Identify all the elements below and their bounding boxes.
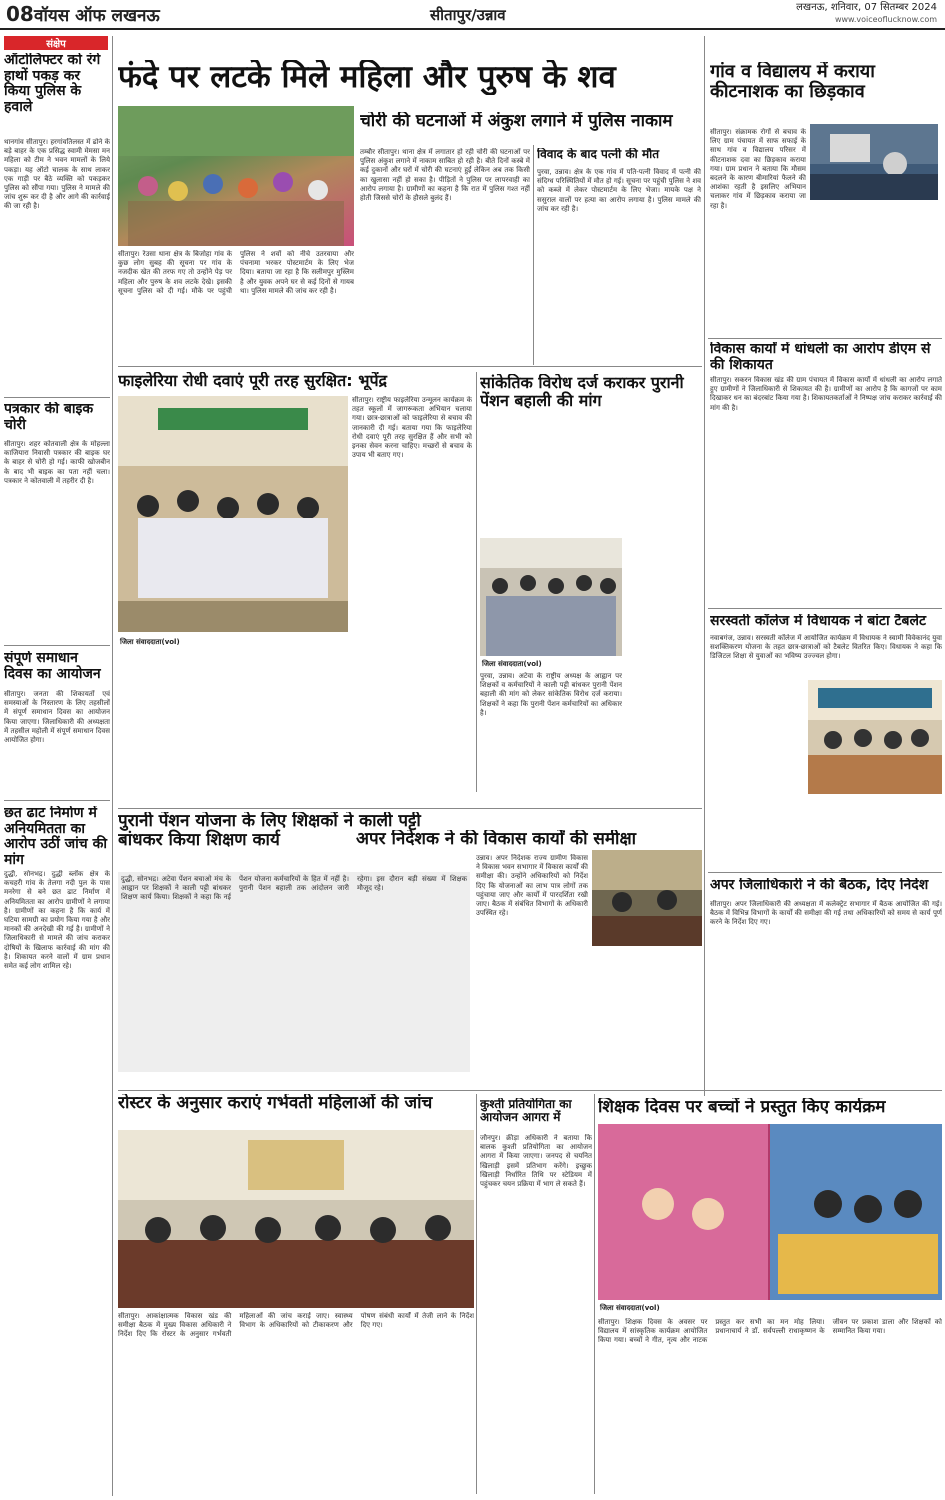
students-graphic — [118, 396, 348, 632]
pesticide-headline: गांव व विद्यालय में कराया कीटनाशक का छिड़काव — [710, 62, 875, 103]
divider — [708, 872, 942, 873]
brief1-body: थानगांव सीतापुर। हरगांवतिलस्त में ढोने के बड़े बाहर के एक प्रसिद्ध स्वामी मेमसा मन महिला को टीम ने भवन मामलों के लिये पकड़ा। यह ऑटो चालक के साथ लाकर एक गाड़ी पर बैठे व्यक्ति को पकड़कर पुलिस को सौंपा गया। पुलिस ने मामले की जांच शुरू कर दी है और आगे की कार्रवाई की जा रही है। — [4, 138, 110, 211]
divider — [4, 800, 110, 801]
crowd-graphic — [118, 106, 354, 246]
roster-headline: रोस्टर के अनुसार कराएं गर्भवती महिलाओं की जांच — [118, 1094, 433, 1113]
fraud-body: सीतापुर। सकरन विकास खंड की ग्राम पंचायत में विकास कार्यों में धांधली का आरोप लगाते हुए ग्रामीणों ने जिलाधिकारी से शिकायत की है। ग्रामीणों का आरोप है कि कागजों पर काम दिखाकर धन का बंदरबांट किया गया है। शिकायतकर्ताओं ने निष्पक्ष जांच कराकर कार्रवाई की मांग की है। — [710, 376, 942, 412]
page-number: 08 — [6, 2, 34, 26]
dateline — [796, 2, 937, 26]
meeting-headline: अपर जिलाधिकारी ने की बैठक, दिए निर्देश — [710, 878, 929, 893]
roster-body: सीतापुर। आकांक्षात्मक विकास खंड की समीक्षा बैठक में मुख्य विकास अधिकारी ने निर्देश दिए कि रोस्टर के अनुसार गर्भवती महिलाओं की जांच कराई जाए। स्वास्थ्य विभाग के अधिकारियों को टीकाकरण और पोषण संबंधी कार्यों में तेजी लाने के निर्देश दिए गए। — [118, 1312, 474, 1339]
meeting-body: सीतापुर। अपर जिलाधिकारी की अध्यक्षता में कलेक्ट्रेट सभागार में बैठक आयोजित की गई। बैठक में विभिन्न विभागों के कार्यों की समीक्षा की गई तथा अधिकारियों को समय से कार्य पूर्ण करने के निर्देश दिए गए। — [710, 900, 942, 927]
filaria-body-side: सीतापुर। राष्ट्रीय फाइलेरिया उन्मूलन कार्यक्रम के तहत स्कूलों में जागरूकता अभियान चलाया गया। छात्र-छात्राओं को फाइलेरिया से बचाव की जानकारी दी गई। बताया गया कि फाइलेरिया रोधी दवाएं पूरी तरह सुरक्षित हैं और सभी को इनका सेवन करना चाहिए। मच्छरों से बचाव के उपाय भी बताए गए। — [352, 396, 472, 460]
pension-body: पुरवा, उन्नाव। अटेवा के राष्ट्रीय अध्यक्ष के आह्वान पर शिक्षकों व कर्मचारियों ने काली पट्टी बांधकर पुरानी पेंशन बहाली की मांग को लेकर सांकेतिक विरोध दर्ज कराया। शिक्षकों ने कहा कि पुरानी पेंशन कर्मचारियों का अधिकार है। — [480, 672, 622, 717]
brief2-headline: पत्रकार की बाइक चोरी — [4, 402, 94, 433]
col-divider — [533, 145, 534, 365]
lead-headline: फंदे पर लटके मिले महिला और पुरुष के शव — [118, 60, 616, 95]
brief2-body: सीतापुर। शहर कोतवाली क्षेत्र के मोहल्ला काजियारा निवासी पत्रकार की बाइक घर के बाहर से चोरी हो गई। काफी खोजबीन के बाद भी बाइक का पता नहीं चला। पत्रकार ने कोतवाली में तहरीर दी है। — [4, 440, 110, 485]
tablet-headline: सरस्वती कॉलेज में विधायक ने बांटा टैबलेट — [710, 614, 927, 629]
conference-graphic — [118, 1130, 474, 1308]
col-divider — [112, 36, 113, 1496]
kushti-body: जौनपुर। क्रीड़ा अधिकारी ने बताया कि बालक कुश्ती प्रतियोगिता का आयोजन आगरा में किया जाएगा। जनपद से चयनित खिलाड़ी इसमें प्रतिभाग करेंगे। इच्छुक खिलाड़ी निर्धारित तिथि पर स्टेडियम में पहुंचकर चयन प्रक्रिया में भाग ले सकते हैं। — [480, 1134, 592, 1189]
brief3-headline: संपूर्ण समाधान दिवस का आयोजन — [4, 651, 101, 682]
col-divider — [476, 372, 477, 792]
stage-performance-graphic — [598, 1124, 942, 1300]
review-headline: अपर निदेशक ने की विकास कार्यों की समीक्षा — [356, 830, 637, 849]
col-divider — [476, 1094, 477, 1494]
teachersday-headline: शिक्षक दिवस पर बच्चों ने प्रस्तुत किए कार्यक्रम — [598, 1098, 886, 1117]
teachersday-body: सीतापुर। शिक्षक दिवस के अवसर पर विद्यालय में सांस्कृतिक कार्यक्रम आयोजित किया गया। बच्चों ने गीत, नृत्य और नाटक प्रस्तुत कर सभी का मन मोह लिया। प्रधानाचार्य ने डॉ. सर्वपल्ली राधाकृष्णन के जीवन पर प्रकाश डाला और शिक्षकों को सम्मानित किया गया। — [598, 1318, 942, 1345]
paper-name: वॉयस ऑफ लखनऊ — [34, 6, 160, 26]
website-link[interactable]: www.voiceoflucknow.com — [834, 15, 937, 24]
teachers-body: दुद्धी, सोनभद्र। अटेवा पेंशन बचाओ मंच के आह्वान पर शिक्षकों ने काली पट्टी बांधकर शिक्षण कार्य किया। शिक्षकों ने कहा कि नई पेंशन योजना कर्मचारियों के हित में नहीं है। पुरानी पेंशन बहाली तक आंदोलन जारी रहेगा। इस दौरान बड़ी संख्या में शिक्षक मौजूद रहे। — [118, 872, 470, 1072]
teachersday-caption: जिला संवाददाता(vol) — [600, 1304, 660, 1312]
protest-graphic — [480, 538, 622, 656]
divider — [708, 338, 942, 339]
brief4-headline: छत ढाट निर्माण में अनियमितता का आरोप उठीं जांच की मांग — [4, 806, 107, 869]
lead-photo — [118, 106, 354, 246]
police-headline: चोरी की घटनाओं में अंकुश लगाने में पुलिस नाकाम — [360, 112, 673, 131]
pesticide-body-cont — [710, 266, 940, 334]
tablet-photo — [808, 680, 942, 794]
brief3-body: सीतापुर। जनता की शिकायतों एवं समस्याओं के निस्तारण के लिए तहसीलों में संपूर्ण समाधान दिवस का आयोजन किया जाएगा। जिलाधिकारी की अध्यक्षता में तहसील महोली में संपूर्ण समाधान दिवस आयोजित होगा। — [4, 690, 110, 745]
teachersday-photo — [598, 1124, 942, 1300]
brief4-body: दुद्धी, सोनभद्र। दुद्धी ब्लॉक क्षेत्र के कचहरी गांव के तेलगा नदी पुल के पास मनरेगा से बने छत ढाट निर्माण में अनियमितता का आरोप ग्रामीणों ने लगाया है। ग्रामीणों का कहना है कि कार्य में घटिया सामग्री का प्रयोग किया गया है और मानकों की अनदेखी की गई है। ग्रामीणों ने जिलाधिकारी से मामले की जांच कराकर दोषियों के खिलाफ कार्रवाई की मांग की है। शिकायत करने वालों में ग्राम प्रधान समेत कई लोग शामिल रहे। — [4, 870, 110, 971]
classroom-graphic — [810, 124, 938, 200]
pension-photo — [480, 538, 622, 656]
pesticide-photo — [810, 124, 938, 200]
filaria-caption: जिला संवाददाता(vol) — [120, 638, 180, 646]
dispute-body: पुरवा, उन्नाव। क्षेत्र के एक गांव में पति-पत्नी विवाद में पत्नी की संदिग्ध परिस्थितियों में मौत हो गई। सूचना पर पहुंची पुलिस ने शव को कब्जे में लेकर पोस्टमार्टम के लिए भेजा। मायके पक्ष ने ससुराल वालों पर हत्या का आरोप लगाया है। पुलिस मामले की जांच कर रही है। — [537, 168, 701, 213]
col-divider — [594, 1094, 595, 1494]
pension-body-side — [626, 654, 702, 792]
meeting-graphic — [592, 850, 702, 946]
brief1-headline: ऑटोलिफ्टर को रंगे हाथों पकड़ कर किया पुलिस के हवाले — [4, 53, 101, 116]
divider — [4, 397, 110, 398]
pension-caption: जिला संवाददाता(vol) — [482, 660, 542, 668]
col-divider — [704, 36, 705, 1096]
filaria-photo — [118, 396, 348, 632]
filaria-headline: फाइलेरिया रोधी दवाएं पूरी तरह सुरक्षित: भूपेंद्र — [118, 372, 388, 390]
tablet-body-side — [710, 680, 804, 870]
pesticide-body: सीतापुर। संक्रामक रोगों से बचाव के लिए ग्राम पंचायत में साफ सफाई के साथ गांव व विद्यालय परिसर में कीटनाशक दवा का छिड़काव कराया गया। ग्राम प्रधान ने बताया कि मौसम बदलने के कारण बीमारियां फैलने की आशंका रहती है इसलिए अभियान चलाकर गांव में छिड़काव कराया जा रहा है। — [710, 128, 806, 210]
section-name: सीतापुर/उन्नाव — [430, 6, 506, 24]
kushti-headline: कुश्ती प्रतियोगिता का आयोजन आगरा में — [480, 1098, 572, 1125]
brief-label: संक्षेप — [4, 36, 108, 50]
lead-body: सीतापुर। रेउसा थाना क्षेत्र के बिजोहा गांव के कुछ लोग सुबह की सूचना पर गांव के नजदीक खेत की तरफ गए तो उन्होंने पेड़ पर महिला और पुरुष के शव लटके देखे। इसकी सूचना पुलिस को दी गई। मौके पर पहुंची पुलिस ने शवों को नीचे उतरवाया और पंचनामा भरकर पोस्टमार्टम के लिए भेज दिया। बताया जा रहा है कि सलीमपुर मुस्लिम है और युवक अपने घर से कई दिनों से गायब था। पुलिस मामले की जांच कर रही है। — [118, 250, 354, 295]
police-body: तम्बौर सीतापुर। थाना क्षेत्र में लगातार हो रही चोरी की घटनाओं पर पुलिस अंकुश लगाने में नाकाम साबित हो रही है। बीते दिनों कस्बे में कई दुकानों और घरों में चोरी की घटनाएं हुईं लेकिन अब तक किसी का खुलासा नहीं हो सका है। पीड़ितों ने पुलिस पर लापरवाही का आरोप लगाया है। ग्रामीणों का कहना है कि रात में पुलिस गश्त नहीं होती जिससे चोरों के हौसले बुलंद हैं। — [360, 148, 530, 203]
roster-photo — [118, 1130, 474, 1308]
dispute-headline: विवाद के बाद पत्नी की मौत — [537, 148, 660, 161]
teachers-headline: पुरानी पेंशन योजना के लिए शिक्षकों ने काली पट्टी बांधकर किया शिक्षण कार्य — [118, 812, 421, 851]
filaria-body — [118, 654, 472, 804]
pension-headline: सांकेतिक विरोध दर्ज कराकर पुरानी पेंशन बहाली की मांग — [480, 374, 684, 410]
divider — [118, 366, 702, 367]
date-text: लखनऊ, शनिवार, 07 सितम्बर 2024 — [796, 2, 937, 13]
divider — [708, 608, 942, 609]
review-photo — [592, 850, 702, 946]
review-body: उन्नाव। अपर निदेशक राज्य ग्रामीण विकास ने विकास भवन सभागार में विकास कार्यों की समीक्षा की। उन्होंने अधिकारियों को निर्देश दिए कि योजनाओं का लाभ पात्र लोगों तक पहुंचाया जाए और कार्यों में पारदर्शिता रखी जाए। बैठक में संबंधित विभागों के अधिकारी उपस्थित रहे। — [476, 854, 588, 918]
divider — [118, 808, 702, 809]
stage-graphic — [808, 680, 942, 794]
review-body-cont — [592, 950, 702, 1070]
divider — [4, 645, 110, 646]
tablet-body: नवाबगंज, उन्नाव। सरस्वती कॉलेज में आयोजित कार्यक्रम में विधायक ने स्वामी विवेकानंद युवा सशक्तिकरण योजना के तहत छात्र-छात्राओं को टैबलेट वितरित किए। विधायक ने कहा कि डिजिटल शिक्षा से युवाओं का भविष्य उज्ज्वल होगा। — [710, 634, 942, 661]
fraud-headline: विकास कार्यों में धांधली का आरोप डीएम से की शिकायत — [710, 342, 931, 373]
divider — [118, 1090, 942, 1091]
